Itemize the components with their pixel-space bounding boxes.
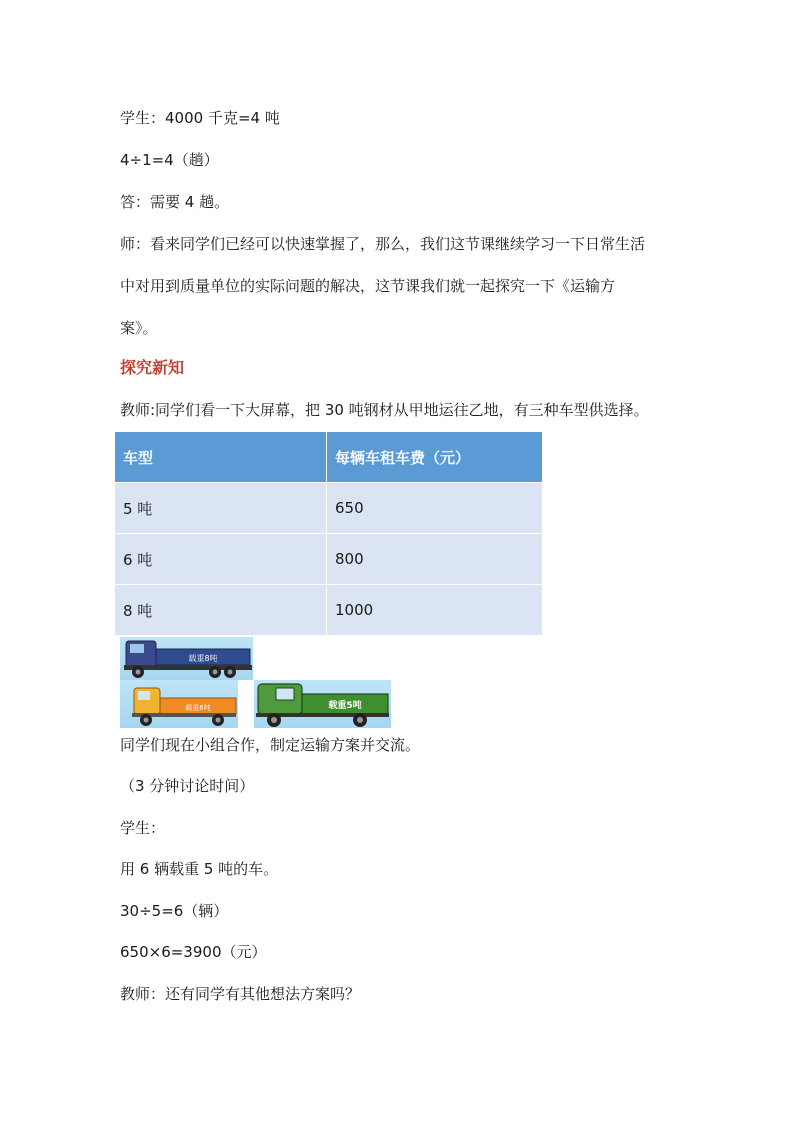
truck-label: 载重8吨 — [188, 654, 218, 663]
section-heading: 探究新知 — [120, 358, 185, 377]
table-cell: 650 — [327, 483, 543, 534]
text-line: 用 6 辆载重 5 吨的车。 — [120, 860, 279, 878]
text-line: 同学们现在小组合作，制定运输方案并交流。 — [120, 736, 421, 754]
text-line: （3 分钟讨论时间） — [120, 777, 255, 795]
truck-label: 载重6吨 — [185, 704, 211, 712]
text-line: 650×6=3900（元） — [120, 943, 267, 961]
text-line: 中对用到质量单位的实际问题的解决，这节课我们就一起探究一下《运输方 — [120, 277, 616, 295]
table-cell: 8 吨 — [115, 585, 327, 636]
text-line: 学生：4000 千克=4 吨 — [120, 109, 280, 127]
orange-truck-image — [120, 680, 238, 728]
price-table — [114, 431, 543, 636]
text-line: 教师：还有同学有其他想法方案吗？ — [120, 985, 361, 1003]
table-row — [115, 585, 543, 636]
text-line: 答：需要 4 趟。 — [120, 193, 230, 211]
blue-truck-image — [120, 637, 253, 680]
table-cell: 6 吨 — [115, 534, 327, 585]
text-line: 30÷5=6（辆） — [120, 902, 229, 920]
table-cell: 5 吨 — [115, 483, 327, 534]
table-row — [115, 483, 543, 534]
truck-label: 载重5吨 — [328, 701, 362, 711]
text-line: 教师:同学们看一下大屏幕，把 30 吨钢材从甲地运往乙地，有三种车型供选择。 — [120, 401, 649, 419]
text-line: 学生： — [120, 819, 166, 837]
column-header: 每辆车租车费（元） — [327, 432, 543, 483]
green-truck-image — [254, 680, 391, 728]
table-cell: 1000 — [327, 585, 543, 636]
table-header-row — [115, 432, 543, 483]
text-line: 师：看来同学们已经可以快速掌握了，那么，我们这节课继续学习一下日常生活 — [120, 235, 646, 253]
text-line: 案》。 — [120, 319, 158, 337]
column-header: 车型 — [115, 432, 327, 483]
table-cell: 800 — [327, 534, 543, 585]
text-line: 4÷1=4（趟） — [120, 151, 219, 169]
table-row — [115, 534, 543, 585]
